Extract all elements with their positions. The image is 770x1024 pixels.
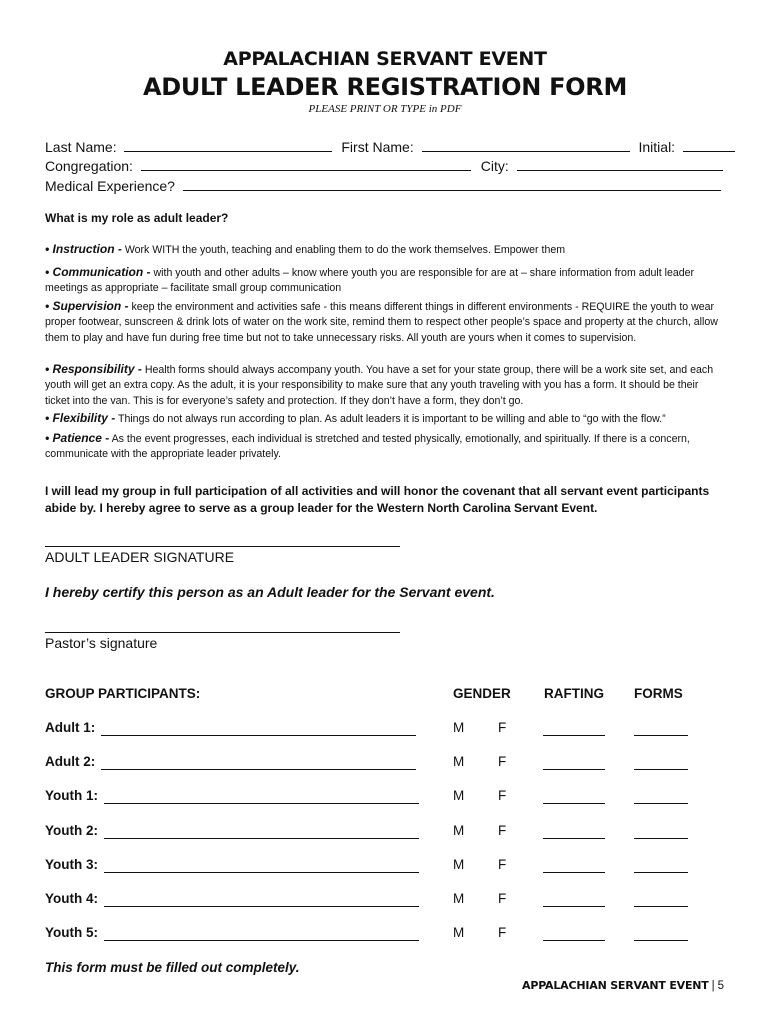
- gender-male-option[interactable]: M: [453, 754, 465, 769]
- forms-field[interactable]: [634, 906, 688, 907]
- participant-name-field[interactable]: [104, 872, 419, 873]
- participant-label: Youth 3:: [45, 857, 98, 872]
- role-term: • Instruction -: [45, 242, 122, 256]
- forms-field[interactable]: [634, 940, 688, 941]
- pastor-signature-line[interactable]: [45, 632, 400, 633]
- forms-column-header: FORMS: [634, 686, 683, 701]
- print-instruction: PLEASE PRINT OR TYPE in PDF: [308, 103, 462, 115]
- role-term: • Responsibility -: [45, 362, 142, 376]
- role-term: • Supervision -: [45, 299, 129, 313]
- participant-label: Youth 5:: [45, 925, 98, 940]
- gender-male-option[interactable]: M: [453, 823, 465, 838]
- participant-label: Youth 2:: [45, 823, 98, 838]
- role-term: • Patience -: [45, 431, 110, 445]
- participant-name-field[interactable]: [101, 769, 416, 770]
- pastor-signature-label: Pastor’s signature: [45, 635, 158, 651]
- medical-field[interactable]: [183, 178, 721, 191]
- role-supervision: [45, 299, 725, 346]
- name-row: [45, 139, 735, 157]
- congregation-label: Congregation:: [45, 158, 133, 174]
- role-term: • Communication -: [45, 265, 151, 279]
- footer-brand: APPALACHIAN SERVANT EVENT: [522, 979, 709, 992]
- page-number: 5: [717, 980, 724, 992]
- event-title: APPALACHIAN SERVANT EVENT: [223, 48, 547, 70]
- rafting-field[interactable]: [543, 906, 605, 907]
- role-text: Work WITH the youth, teaching and enabling them to do the work themselves. Empower them: [121, 244, 566, 256]
- role-text: with youth and other adults – know where youth you are responsible for are at – share information from adult leader meetings as appropriate – facilitate small group communication: [45, 267, 695, 295]
- initial-field[interactable]: [683, 139, 735, 152]
- first-name-field[interactable]: [422, 139, 630, 152]
- gender-female-option[interactable]: F: [498, 754, 507, 769]
- role-flexibility: [45, 411, 725, 427]
- gender-female-option[interactable]: F: [498, 925, 507, 940]
- role-text: Things do not always run according to plan. As adult leaders it is important to be willing and able to “go with the flow.”: [115, 413, 666, 425]
- gender-female-option[interactable]: F: [498, 720, 507, 735]
- page-footer: [522, 979, 724, 992]
- city-field[interactable]: [517, 158, 723, 171]
- participant-name-field[interactable]: [104, 838, 419, 839]
- forms-field[interactable]: [634, 735, 688, 736]
- rafting-field[interactable]: [543, 735, 605, 736]
- role-text: As the event progresses, each individual is stretched and tested physically, emotionally, and spiritually. If there is a concern, communicate with the appropriate leader privately.: [45, 433, 690, 461]
- completion-note: This form must be filled out completely.: [45, 960, 300, 975]
- role-question: What is my role as adult leader?: [45, 211, 229, 225]
- footer-separator: |: [711, 980, 715, 992]
- city-label: City:: [480, 158, 509, 174]
- rafting-field[interactable]: [543, 872, 605, 873]
- forms-field[interactable]: [634, 803, 688, 804]
- role-text: Health forms should always accompany youth. You have a set for your state group, there will be a work site set, and each youth will get an extra copy. As the adult, it is your responsibility to make sure that any youth traveling with you has a form. It should be their ticket into the van. This is for everyone’s safety and protection. If they don’t have a form, they don’t go.: [45, 364, 714, 407]
- gender-male-option[interactable]: M: [453, 925, 465, 940]
- forms-field[interactable]: [634, 769, 688, 770]
- participants-heading: GROUP PARTICIPANTS:: [45, 686, 201, 701]
- gender-female-option[interactable]: F: [498, 788, 507, 803]
- role-responsibility: [45, 362, 725, 409]
- rafting-field[interactable]: [543, 803, 605, 804]
- gender-male-option[interactable]: M: [453, 720, 465, 735]
- participant-label: Adult 1:: [45, 720, 96, 735]
- certify-statement: I hereby certify this person as an Adult leader for the Servant event.: [45, 584, 495, 600]
- leader-pledge: I will lead my group in full participation of all activities and will honor the covenant that all servant event participants abide by. I hereby agree to serve as a group leader for the Western North Carolina Servant Event.: [45, 484, 710, 515]
- last-name-label: Last Name:: [45, 139, 117, 155]
- rafting-field[interactable]: [543, 940, 605, 941]
- rafting-field[interactable]: [543, 838, 605, 839]
- gender-male-option[interactable]: M: [453, 891, 465, 906]
- medical-row: [45, 178, 721, 196]
- gender-male-option[interactable]: M: [453, 788, 465, 803]
- leader-signature-line[interactable]: [45, 546, 400, 547]
- rafting-column-header: RAFTING: [544, 686, 604, 701]
- role-instruction: [45, 242, 725, 258]
- participant-name-field[interactable]: [104, 906, 419, 907]
- gender-column-header: GENDER: [453, 686, 511, 701]
- gender-female-option[interactable]: F: [498, 823, 507, 838]
- participant-name-field[interactable]: [104, 803, 419, 804]
- forms-field[interactable]: [634, 838, 688, 839]
- role-communication: [45, 265, 725, 297]
- leader-signature-label: ADULT LEADER SIGNATURE: [45, 549, 235, 565]
- rafting-field[interactable]: [543, 769, 605, 770]
- participant-label: Youth 4:: [45, 891, 98, 906]
- participant-name-field[interactable]: [101, 735, 416, 736]
- gender-male-option[interactable]: M: [453, 857, 465, 872]
- gender-female-option[interactable]: F: [498, 857, 507, 872]
- participant-name-field[interactable]: [104, 940, 419, 941]
- role-text: keep the environment and activities safe - this means different things in different environments - REQUIRE the youth to wear proper footwear, sunscreen & drink lots of water on the work site, remind them to respect other people’s space and property at the church, allow them to play and have fun during free time but not to take unnecessary risks. All youth are yours when it comes to supervision.: [45, 301, 718, 344]
- role-term: • Flexibility -: [45, 411, 116, 425]
- medical-label: Medical Experience?: [45, 178, 175, 194]
- congregation-field[interactable]: [141, 158, 471, 171]
- congregation-row: [45, 158, 723, 176]
- form-title: ADULT LEADER REGISTRATION FORM: [142, 73, 628, 101]
- gender-female-option[interactable]: F: [498, 891, 507, 906]
- role-patience: [45, 431, 725, 463]
- forms-field[interactable]: [634, 872, 688, 873]
- first-name-label: First Name:: [341, 139, 414, 155]
- last-name-field[interactable]: [124, 139, 332, 152]
- initial-label: Initial:: [638, 139, 676, 155]
- participant-label: Youth 1:: [45, 788, 98, 803]
- participant-label: Adult 2:: [45, 754, 96, 769]
